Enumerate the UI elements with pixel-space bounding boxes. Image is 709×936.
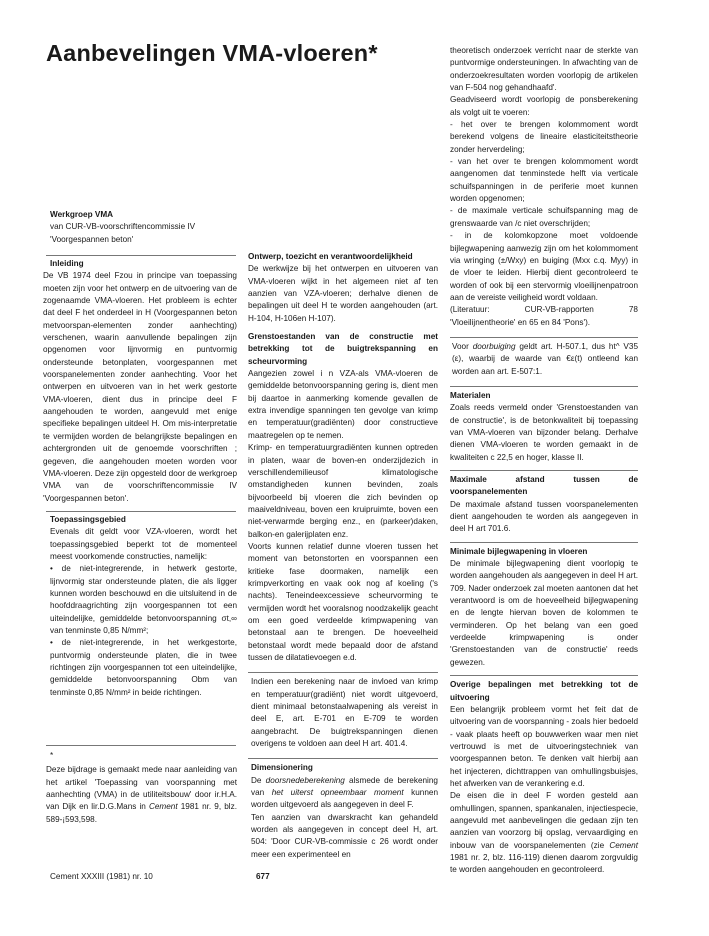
text-run: geldt art. H-507.1, dus ht^ V35 (ε), waarbij de waarde van €ε(t) ontleend kan worden aan art. E-507:1. xyxy=(452,341,639,376)
section-divider xyxy=(450,675,638,676)
footnote xyxy=(46,745,237,826)
section-heading-materialen: Materialen xyxy=(450,390,491,400)
section-divider xyxy=(450,470,638,471)
section-divider xyxy=(450,542,638,543)
text-run-italic: doorsnedeberekening xyxy=(265,775,345,785)
boxed-note-doorbuiging xyxy=(450,337,638,378)
section-heading-ontwerp: Ontwerp, toezicht en verantwoordelijkheid xyxy=(248,252,413,261)
section-heading-uitvoering: Overige bepalingen met betrekking tot de uitvoering xyxy=(450,680,638,702)
section-heading-inleiding: Inleiding xyxy=(50,259,84,268)
footnote-text-end: 1981 nr. 9, blz. 589-¡593,598. xyxy=(46,802,237,824)
section-divider xyxy=(46,511,236,512)
text-run-italic: het uiterst opneembaar moment xyxy=(271,788,404,798)
footnote-marker: * xyxy=(50,751,54,760)
section-body-toepassing: Evenals dit geldt voor VZA-vloeren, wordt het toepassingsgebied beperkt tot de momenteel meest voorkomende constructies, namelijk: xyxy=(50,527,237,561)
page-title: Aanbevelingen VMA-vloeren* xyxy=(46,40,378,66)
section-body-uitvoering xyxy=(450,704,638,877)
working-group-credit xyxy=(50,209,235,246)
column-1 xyxy=(43,255,237,699)
text-run: De xyxy=(251,775,266,785)
footer-journal: Cement XXXIII (1981) nr. 10 xyxy=(50,872,153,881)
section-heading-dimensionering: Dimensionering xyxy=(251,763,313,773)
boxed-note-krimp xyxy=(248,672,438,750)
column-2 xyxy=(248,251,438,861)
section-body-dimensionering xyxy=(251,775,438,861)
footnote-journal: Cement xyxy=(148,802,178,812)
section-body-bijlegwapening: De minimale bijlegwapening dient voorlopig te worden aangehouden als aangegeven in deel H art. 709. Nader onderzoek zal moeten aantonen dat het verantwoord is om de hoeveelheid bijlegwapening en de lengte hiervan boven de kolommen te verminderen. Op het belang van een goed verdeelde krimpwapening is onder 'Grenstoestanden van de constructie' reeds gewezen. xyxy=(450,559,639,667)
section-body-ontwerp: De werkwijze bij het ontwerpen en uitvoeren van VMA-vloeren wijkt in het algemeen niet af ten aanzien van VZA-vloeren; derhalve dienen de bepalingen uit deel H te worden aangehouden (art. H-104, H-106en H-107). xyxy=(248,264,438,323)
section-body-materialen: Zoals reeds vermeld onder 'Grenstoestanden van de constructie', is de betonkwaliteit bij toepassing van VMA-vloeren van bijzonder belang. Derhalve dienen VMA-vloeren te worden gemaakt in de kwaliteiten c 22,5 en hoger, klasse II. xyxy=(450,403,638,462)
bullet-item: • de niet-integrerende, in hetwerk gestorte, lijnvormig star ondersteunde platen, die als ligger kunnen worden beschouwd en die uitsluitend in de hoofddraagrichting zijn voorgespannen tot een uiteindelijke, gemiddelde betonvoorspanning σt,∞ van tenminste 0,85 N/mm²; xyxy=(50,564,237,635)
section-heading-bijlegwapening: Minimale bijlegwapening in vloeren xyxy=(450,546,588,556)
footnote-divider xyxy=(46,745,236,746)
working-group-line1: van CUR-VB-voorschriftencommissie IV xyxy=(50,222,196,232)
section-body-ponsberekening: theoretisch onderzoek verricht naar de sterkte van puntvormige ondersteuningen. In afwachting van de onderzoekresultaten worden voorlopig de artikelen van F-504 nog gehandhaafd'. Geadviseerd wordt voorlopig de ponsberekening als volgt uit te voeren: - het over te brengen kolommoment wordt berekend volgens de lineaire elasticiteitstheorie zonder herverdeling; - van het over te brengen kolommoment wordt aangenomen dat tenminstede helft via verticale schuifspanningen in de periferie moet kunnen worden opgenomen; - de maximale verticale schuifspanning mag de grenswaarde van /c niet overschrijden; - in de kolomkopzone moet voldoende bijlegwapening aanwezig zijn om het kolommoment via wringing (±/Wxy) en buiging (Mxx c.q. Myy) in de vloer te leiden. Hierbij dient gecontroleerd te worden of ook bij een stervormig vloeilijnenpatroon aan de vereiste veiligheid wordt voldaan. (Literatuur: CUR-VB-rapporten 78 'Vloeilijnentheorie' en 65 en 84 'Pons'). xyxy=(450,46,638,327)
text-run-italic: Cement xyxy=(609,840,638,850)
section-heading-grenstoestanden: Grenstoestanden van de constructie met betrekking tot de buigtrekspanning en scheurvorming xyxy=(248,332,438,366)
column-3 xyxy=(450,45,638,877)
section-body-inleiding: De VB 1974 deel Fzou in principe van toepassing moeten zijn voor het ontwerp en de uitvoering van de zogenaamde VMA-vloeren. Het probleem is echter dat deel F het onderdeel in H (Voorgespannen beton metvoorspan-elementen zonder aanhechting) verschenen, waarin aanvullende bepalingen zijn opgenomen voor lijnvormig en puntvormig ondersteunde betonplaten, voorgespannen met voorspanelementen zonder aanhechting. Voor het ontwerpen en uitvoeren van in het werk gestorte VMA-vloeren, dient dus in principe deel F aangehouden te worden, aangevuld met enige specifieke bepalingen uitdeel H. Om mis-interpretatie te vermijden worden de belangrijkste bepalingen en achtergronden uit de genoemde voorschriften ; gegeven, die aangehouden moeten worden voor VMA-vloeren. Deze zijn opgesteld door de werkgroep VMA van de voorschriftencommissie IV 'Voorgespannen beton'. xyxy=(43,271,237,503)
page-number: 677 xyxy=(256,872,270,881)
text-run: alsmede de berekening van xyxy=(251,775,438,798)
text-run: Een belangrijk probleem vormt het feit dat de uitvoering van de voorspanning - zoals hier bedoeld - vaak plaats heeft op bouwwerken waar men niet vertrouwd is met de uitvoeringstechniek van voorgespannen beton. Te denken valt hierbij aan het injecteren, dichttrappen van omhullingsbuisjes, het afwerken van de verankering e.d. De eisen die in deel F worden gesteld aan omhullingen, spannen, spankanalen, injectiespecie, aangevuld met aanbevelingen die gedaan zijn ten aanzien van voorzorg bij opslag, vervaardiging en inbouw van de voorspanelementen (zie xyxy=(450,704,638,850)
section-body-grenstoestanden: Aangezien zowel i n VZA-als VMA-vloeren de gemiddelde betonvoorspanning gering is, dient men bij daartoe in aanmerking komende gevallen de extra invendige spanningen ten gevolge van krimp en temperatuur(gradiënten) door constructieve maatregelen op te nemen. Krimp- en temperatuurgradiënten kunnen optreden in platen, waar de boven-en onderzijdezich in verschillendemilieusof klimatologische omstandigheden kunnen bevinden, zoals bijvoorbeeld bij vloeren die zich bevinden op maaiveldniveau, boven een kruipruimte, boven een niet-verwarmde berging enz., en (parkeer)daken, balkon-en galerijplaten enz. Voorts kunnen relatief dunne vloeren tussen het moment van betonstorten en voorspannen een kritieke fase doormaken, namelijk een krimpverkorting en vaak ook nog af koeling ('s nachts). Teneindeexcessieve scheurvorming te vermijden wordt het vooralsnog noodzakelijk geacht om een goed verdeelde krimpwapening van betonstaal aan te brengen. De hoeveelheid betonstaal wordt mede bepaald door de afstand tussen de dilatatievoegen e.d. xyxy=(248,369,438,662)
footnote-text-start: Deze bijdrage is gemaakt mede naar aanleiding van het artikel 'Toepassing van voorspanning met aanhechting (VMA) in de utiliteitsbouw' door ir.H.A. van Dijk en lir.D.G.Mans in xyxy=(46,765,237,812)
section-heading-toepassing: Toepassingsgebied xyxy=(50,514,126,524)
section-body-afstand: De maximale afstand tussen voorspanelementen dient aangehouden te worden als aangegeven in deel H art 701.6. xyxy=(450,499,638,534)
footnote-text xyxy=(46,764,237,826)
working-group-line2: 'Voorgespannen beton' xyxy=(50,234,134,244)
boxed-note-text: Indien een berekening naar de invloed van krimp en temperatuur(gradiënt) niet wordt uitgevoerd, dient minimaal betonstaalwapening als vereist in deel E, art. E-701 en E-709 te worden aangebracht. De buigtrekspanningen dienen overigens te voldoen aan deel H art. 401.4. xyxy=(251,677,438,749)
boxed-note-text xyxy=(452,341,638,378)
text-run-italic: doorbuiging xyxy=(472,341,516,351)
text-run: kunnen worden uitgevoerd als aangegeven in deel F. Ten aanzien van dwarskracht kan gehandeld worden als aangegeven in concept deel H, art. 504: 'Door CUR-VB-commissie c 26 wordt onder meer een experimenteel en xyxy=(251,788,438,859)
bullet-item: • de niet-integrerende, in het werkgestorte, puntvormig ondersteunde platen, die in twee richtingen zijn voorgespannen tot een uiteindelijke, gemiddelde betonvoorspanning Obm van tenminste 0,85 N/mm² in beide richtingen. xyxy=(50,638,237,697)
working-group-name: Werkgroep VMA xyxy=(50,210,114,219)
section-dimensionering xyxy=(248,758,438,861)
text-run: 1981 nr. 2, blz. 116-119) dienen daarom zorgvuldig te worden aangehouden en gecontroleerd. xyxy=(450,852,638,875)
section-divider xyxy=(450,386,638,387)
text-run: Voor xyxy=(452,341,473,351)
section-divider xyxy=(46,255,236,256)
section-heading-afstand: Maximale afstand tussen de voorspanelementen xyxy=(450,475,638,497)
